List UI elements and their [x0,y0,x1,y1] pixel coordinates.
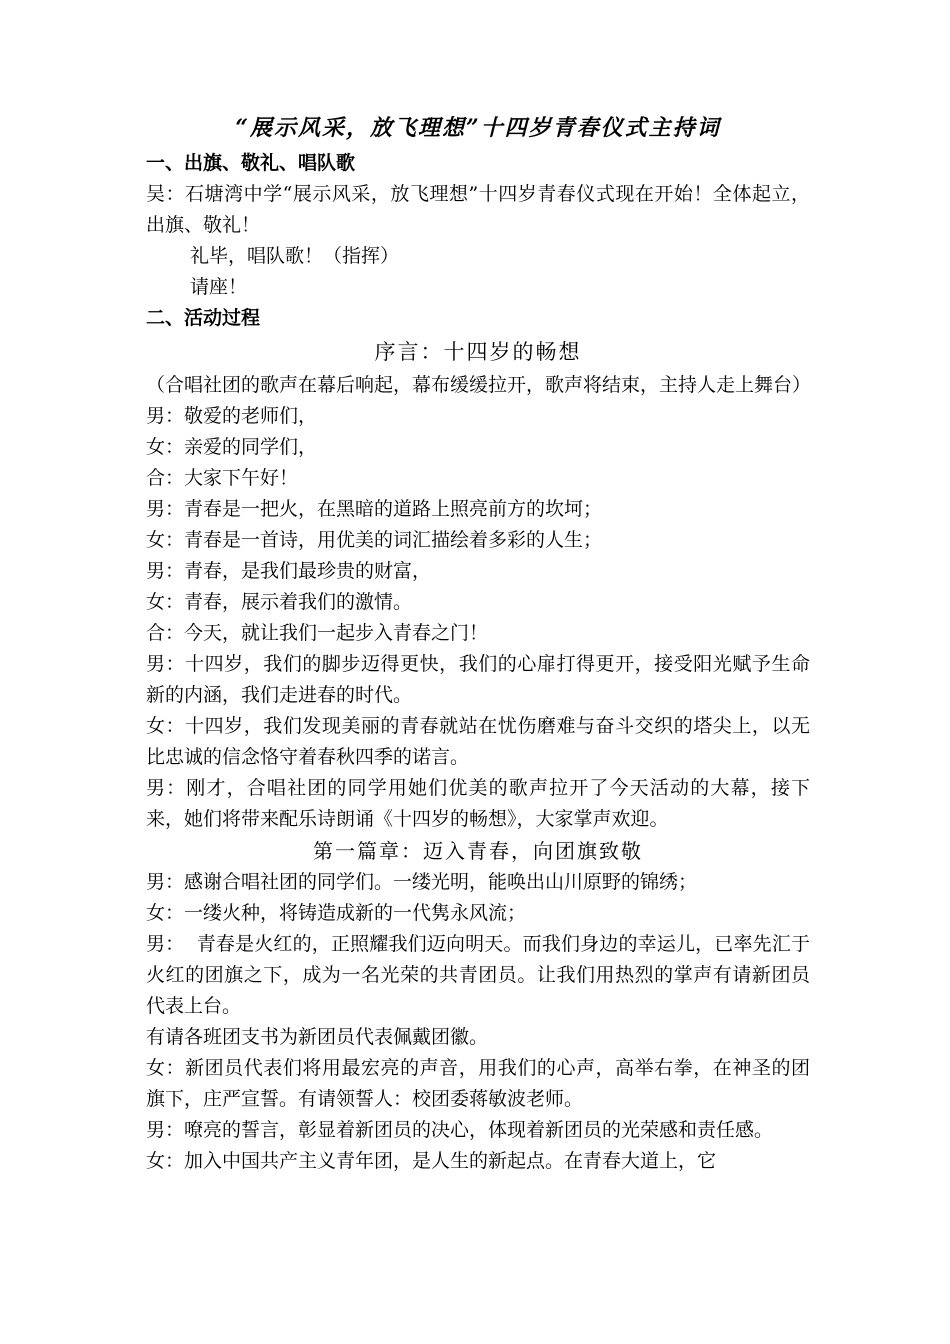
preface-heading: 序言：十四岁的畅想 [374,340,582,364]
paragraph: 男： 青春是火红的，正照耀我们迈向明天。而我们身边的幸运儿，已率先汇于火红的团旗之下，成为一名光荣的共青团员。让我们用热烈的掌声有请新团员代表上台。 [146,933,810,1017]
paragraph: 合：今天，就让我们一起步入青春之门！ [146,622,489,644]
section-heading-2: 二、活动过程 [146,307,261,329]
paragraph: 合：大家下午好！ [146,467,299,489]
chapter-1-body [146,867,810,1177]
paragraph: 男：青春是一把火，在黑暗的道路上照亮前方的坎坷； [146,498,603,520]
paragraph: 女：青春，展示着我们的激情。 [146,591,413,613]
paragraph: 女：加入中国共产主义青年团，是人生的新起点。在青春大道上，它 [146,1150,717,1172]
section-1-body [146,179,810,303]
paragraph-indented: 请座！ [190,276,248,298]
section-heading-1: 一、出旗、敬礼、唱队歌 [146,152,356,174]
paragraph: 男：十四岁，我们的脚步迈得更快，我们的心扉打得更开，接受阳光赋予生命新的内涵，我们走进春的时代。 [146,653,810,706]
paragraph: 男：感谢合唱社团的同学们。一缕光明，能唤出山川原野的锦绣； [146,871,698,893]
paragraph: 女：青春是一首诗，用优美的词汇描绘着多彩的人生； [146,529,603,551]
document-title: “展示风采，放飞理想”十四岁青春仪式主持词 [235,115,721,141]
paragraph: 女：十四岁，我们发现美丽的青春就站在忧伤磨难与奋斗交织的塔尖上，以无比忠诚的信念恪守着春秋四季的诺言。 [146,715,810,768]
paragraph: 有请各班团支书为新团员代表佩戴团徽。 [146,1026,489,1048]
paragraph: 男：刚才，合唱社团的同学用她们优美的歌声拉开了今天活动的大幕，接下来，她们将带来配乐诗朗诵《十四岁的畅想》，大家掌声欢迎。 [146,777,810,830]
paragraph: 女：一缕火种，将铸造成新的一代隽永风流； [146,902,527,924]
paragraph: 女：新团员代表们将用最宏亮的声音，用我们的心声，高举右拳，在神圣的团旗下，庄严宣誓。有请领誓人：校团委蒋敏波老师。 [146,1057,810,1110]
paragraph: 男：青春，是我们最珍贵的财富， [146,560,432,582]
document-page [146,108,810,1177]
chapter-1-heading: 第一篇章：迈入青春，向团旗致敬 [313,839,643,863]
preface-body [146,370,810,835]
paragraph: （合唱社团的歌声在幕后响起，幕布缓缓拉开，歌声将结束，主持人走上舞台） [146,374,812,396]
paragraph-indented: 礼毕，唱队歌！（指挥） [190,245,400,267]
paragraph: 女：亲爱的同学们， [146,436,318,458]
paragraph: 男：嘹亮的誓言，彰显着新团员的决心，体现着新团员的光荣感和责任感。 [146,1119,774,1141]
paragraph: 吴：石塘湾中学“展示风采，放飞理想”十四岁青春仪式现在开始！全体起立，出旗、敬礼！ [146,183,810,236]
paragraph: 男：敬爱的老师们， [146,405,318,427]
